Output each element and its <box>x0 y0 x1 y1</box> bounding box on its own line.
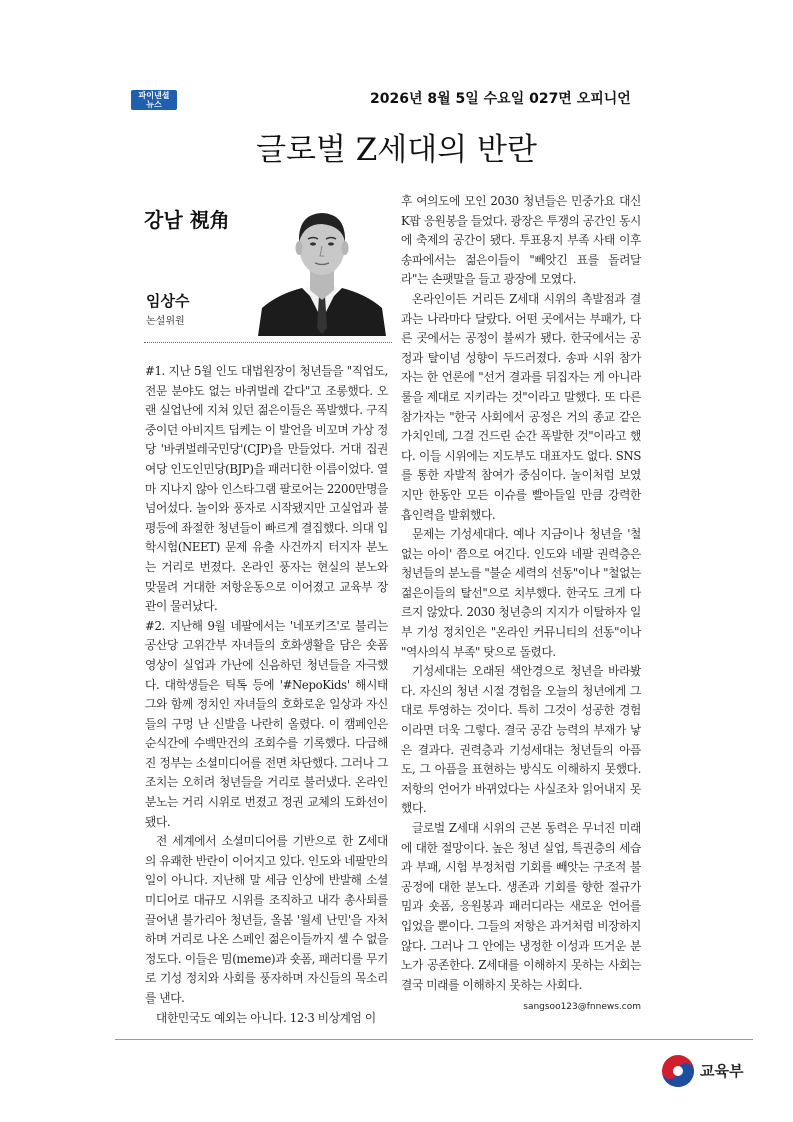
article-paragraph: 대한민국도 예외는 아니다. 12·3 비상계엄 이 <box>156 1010 376 1025</box>
article-paragraph: 문제는 기성세대다. 예나 지금이나 청년을 '철없는 아이' 쯤으로 여긴다. 인도와 네팔 권력층은 청년들의 분노를 "불순 세력의 선동"이나 "철없는 젊은이들의 탈선"으로 치부했다. 한국도 크게 다르지 않았다. 2030 청년층의 지지가 이탈하자 일부 기성 정치인은 "온라인 커뮤니티의 선동"이나 "역사의식 부족" 탓으로 돌렸다. <box>401 527 641 659</box>
article-paragraph: 전 세계에서 소셜미디어를 기반으로 한 Z세대의 유쾌한 반란이 이어지고 있다. 인도와 네팔만의 일이 아니다. 지난해 말 세금 인상에 반발해 소셜미디어로 대규모 시위를 조직하고 내각 총사퇴를 끌어낸 불가리아 청년들, 올봄 '월세 난민'을 자처하며 거리로 나온 스페인 젊은이들까지 셀 수 없을 정도다. 이들은 밈(meme)과 숏폼, 패러디를 무기로 기성 정치와 사회를 풍자하며 자신들의 목소리를 낸다. <box>145 834 388 1005</box>
article-paragraph: #2. 지난해 9월 네팔에서는 '네포키즈'로 불리는 공산당 고위간부 자녀들의 호화생활을 담은 숏폼 영상이 실업과 가난에 신음하던 청년들을 자극했다. 대학생들은 틱톡 등에 '#NepoKids' 해시태그와 함께 정치인 자녀들의 호화로운 일상과 자신들의 구멍 난 신발을 나란히 올렸다. 이 캠페인은 순식간에 수백만건의 조회수를 기록했다. 다급해진 정부는 소셜미디어를 전면 차단했다. 그러나 그 조치는 오히려 청년들을 거리로 불러냈다. 온라인 분노는 거리 시위로 번졌고 정권 교체의 도화선이 됐다. <box>145 618 388 829</box>
article-paragraph-text: 글로벌 Z세대 시위의 근본 동력은 무너진 미래에 대한 절망이다. 높은 청년 실업, 특권층의 세습과 부패, 시험 부정처럼 기회를 빼앗는 구조적 불공정에 대한 분노다. 생존과 기회를 향한 절규가 밈과 숏폼, 응원봉과 패러디라는 새로운 언어를 입었을 뿐이다. 그들의 저항은 과거처럼 비장하지 않다. 그러나 그 안에는 냉정한 이성과 뜨거운 분노가 공존한다. Z세대를 이해하지 못하는 사회는 결국 미래를 이해하지 못하는 사회다. <box>401 821 641 992</box>
byline-divider <box>144 342 392 343</box>
newspaper-logo <box>131 90 177 110</box>
author-portrait-image <box>258 196 386 336</box>
article-paragraph: 후 여의도에 모인 2030 청년들은 민중가요 대신 K팝 응원봉을 들었다. 광장은 투쟁의 공간인 동시에 축제의 공간이 됐다. 투표용지 부족 사태 이후 송파에서는 젊은이들이 "빼앗긴 표를 돌려달라"는 손팻말을 들고 광장에 모였다. <box>401 194 641 287</box>
author-name: 임상수 <box>146 292 190 310</box>
author-role: 논설위원 <box>146 316 185 327</box>
footer-divider <box>115 1039 753 1040</box>
article-paragraph: #1. 지난 5월 인도 대법원장이 청년들을 "직업도, 전문 분야도 없는 바퀴벌레 같다"고 조롱했다. 오랜 실업난에 지쳐 있던 젊은이들은 폭발했다. 구직 중이던 아비지트 딥케는 이 발언을 비꼬며 가상 정당 '바퀴벌레국민당'(CJP)을 만들었다. 거대 집권 여당 인도인민당(BJP)을 패러디한 이름이었다. 열마 지나지 않아 인스타그램 팔로어는 2200만명을 넘어섰다. 놀이와 풍자로 시작됐지만 고실업과 불평등에 좌절한 청년들이 빠르게 결집했다. 의대 입학시험(NEET) 문제 유출 사건까지 터지자 분노는 거리로 번졌다. 온라인 풍자는 현실의 분노와 맞물려 거대한 저항운동으로 이어졌고 교육부 장관이 물러났다. <box>145 364 388 614</box>
column-title: 강남 視角 <box>144 208 230 232</box>
logo-line2: 뉴스 <box>146 100 162 109</box>
article-paragraph: 온라인이든 거리든 Z세대 시위의 촉발점과 결과는 나라마다 달랐다. 어떤 곳에서는 부패가, 다른 곳에서는 공정이 불씨가 됐다. 한국에서는 공정과 탈이념 성향이 두드러졌다. 송파 시위 참가자는 한 언론에 "선거 결과를 뒤집자는 게 아니라 룰을 제대로 지키라는 것"이라고 말했다. 또 다른 참가자는 "한국 사회에서 공정은 거의 종교 같은 가치인데, 그걸 건드린 순간 폭발한 것"이라고 했다. 이들 시위에는 지도부도 대표자도 없다. SNS를 통한 자발적 참여가 중심이다. 놀이처럼 보였지만 한동안 모든 이슈를 빨아들일 만큼 강력한 흡인력을 발휘했다. <box>401 291 641 522</box>
article-paragraph <box>401 819 641 1013</box>
author-photo <box>258 196 386 336</box>
ministry-emblem-icon <box>660 1053 696 1089</box>
article-paragraph: 기성세대는 오래된 색안경으로 청년을 바라봤다. 자신의 청년 시절 경험을 오늘의 청년에게 그대로 투영하는 것이다. 특히 그것이 성공한 경험이라면 더욱 그렇다. 결국 공감 능력의 부재가 낳은 결과다. 권력층과 기성세대는 청년들의 아픔도, 그 아픔을 표현하는 방식도 이해하지 못했다. 저항의 언어가 바뀌었다는 사실조차 읽어내지 못했다. <box>401 664 641 816</box>
headline: 글로벌 Z세대의 반란 <box>256 132 537 168</box>
logo-line1: 파이낸셜 <box>138 91 170 100</box>
article-column-right <box>401 192 641 1018</box>
ministry-name: 교육부 <box>700 1062 744 1080</box>
author-email: sangsoo123@fnnews.com <box>523 1002 641 1013</box>
article-column-left <box>145 362 388 1028</box>
dateline: 2026년 8월 5일 수요일 027면 오피니언 <box>370 91 631 107</box>
